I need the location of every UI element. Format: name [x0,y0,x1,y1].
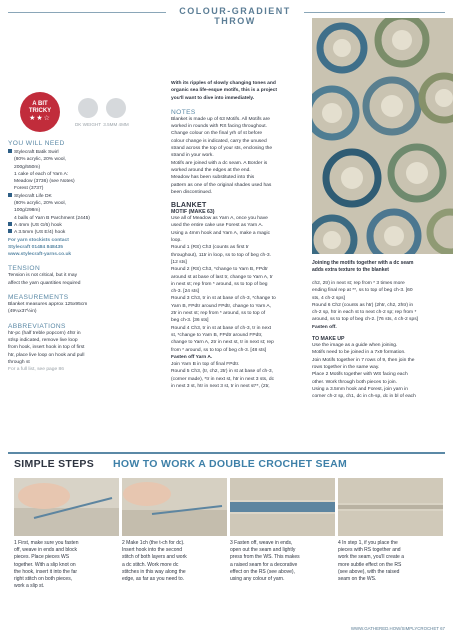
difficulty-badge-line2: TRICKY [28,108,52,114]
motif-line: 2tr in next st; rep from * around, ss to top of [171,311,266,317]
motif-line: Round 5 Ch3, (tr, ch2, 2tr) in st at base of ch-3, [171,369,273,375]
step-line: pieces. Place pieces WS [14,554,70,561]
stockist-link[interactable]: www.stylecraft-yarns.co.uk [8,252,72,258]
step-line: stitches in this way along the [122,568,186,575]
simple-steps-heading: SIMPLE STEPS [14,458,95,470]
motif-line: throughout), 11tr in loop, ss to top of beg ch-3. [171,252,271,258]
motif-line: around st at base of last tr, change to Yarn A, tr [171,274,273,280]
round-line: sts, 4 ch-2 sps] [312,295,345,301]
step-line: the hook, insert it into the far [14,568,78,575]
step-line: a raised seam for a decorative [230,561,298,568]
middle-column [171,80,307,390]
abbreviations-heading: ABBREVIATIONS [8,322,66,330]
bullet-square-icon [8,229,12,233]
abbreviations-line: htr-pc (half treble popcorn) 4htr in [8,330,81,336]
notes-line: colour change is indicated, carry the unused [171,138,267,144]
step-line: off, weave in ends and block [14,547,78,554]
step-3-photo [230,478,335,536]
materials-line: (80% acrylic, 20% wool, [14,157,66,163]
step-4-photo-art [338,478,443,536]
step-line: 3 Fasten off, weave in ends, [230,540,293,546]
abbreviations-line: st/sp indicated, remove live loop [8,337,78,343]
difficulty-stars: ★★☆ [29,115,51,122]
intro-line: organic sea life-esque motifs, this is a project [171,88,277,94]
step-line: Insert hook into the second [122,547,183,554]
step-1-photo-art [14,478,119,536]
step-2-photo-art [122,478,227,536]
motif-line: Join Yarn B in top of final FPdtr. [171,362,240,368]
motif-line: Fasten off Yarn A. [171,354,213,360]
materials-list [8,149,158,237]
motif-line: st, *change to Yarn B, FPdtr around FPdtr, [171,332,263,338]
step-line: work the seam, you'll create a [338,554,404,561]
motif-line: (corner made), *tr in next st, htr in next 3 sts, dc [171,376,275,382]
step-line: more subtle effect on the RS [338,561,402,568]
notes-line: worked around the edges at the end. [171,167,251,173]
measurements-line: Blanket measures approx 125x95cm [8,302,88,308]
make-up-line: Using a 3.5mm hook and Forest, join yarn in [312,386,408,392]
photo-caption [312,260,448,274]
step-line: (see above), with the raised [338,568,400,575]
step-line: using any colour of yarn. [230,576,285,583]
abbreviations-line: through st [8,359,30,365]
notes-line: been discontinued. [171,189,213,195]
step-3-photo-art [230,478,335,536]
materials-line: A 4mm (US G/6) hook [14,222,62,228]
motif-line: [12 sts] [171,259,187,265]
blanket-photo [312,18,453,254]
notes-line: Motifs are joined with a dc seam. A Border is [171,160,268,166]
step-2-text [122,540,227,583]
header-rule-right [304,12,445,13]
motif-line: Round 4 Ch3, tr in st at base of ch-3, tr in next [171,325,272,331]
motif-line: in next st; rep from * around, ss to top of beg [171,281,268,287]
step-line: effect on the RS (see above), [230,568,295,575]
materials-line: 200g/550m) [14,164,41,170]
step-line: stitch of both layers and work [122,554,187,561]
motif-line: beg ch-3. [36 sts] [171,318,209,324]
bullet-square-icon [8,193,12,197]
header-rule-left [8,12,166,13]
step-line: 2 Make 1ch (the t-ch for dc). [122,540,185,546]
page-footer: WWW.GATHERED.HOW/SIMPLYCROCHET 67 [350,626,445,631]
make-up-line: Place 2 Motifs together with WS facing each [312,372,408,378]
make-up-line: corner ch-2 sp, ch1, dc in ch-sp, dc in bl of each [312,394,416,400]
make-up-heading: TO MAKE UP [312,336,345,343]
notes-line: strand in your work. [171,153,214,159]
difficulty-badge [20,92,60,132]
materials-line: 100g/298m) [14,208,41,214]
stockist-line: Stylecraft 01484 848435 [8,244,63,250]
step-1-photo [14,478,119,536]
left-column [8,140,158,373]
intro-line: you'll want to dive into immediately. [171,95,255,101]
make-up-line: rows together in the same way. [312,364,380,370]
step-line: a dc stitch. Work more dc [122,561,179,568]
step-line: seam on the WS. [338,576,377,583]
materials-line: A 3.5mm (US E/4) hook [14,230,66,236]
step-line: work a slip st. [14,583,45,590]
motif-line: Round 1 (RS) Ch3 (counts as first tr [171,245,249,251]
materials-line: Stylecraft Life DK [14,193,52,199]
step-1-text [14,540,119,590]
tension-heading: TENSION [8,265,41,273]
materials-line: 1 cake of each of Yarn A: [14,171,69,177]
measurements-heading: MEASUREMENTS [8,294,69,302]
motif-line: Round 2 (RS) Ch3, *change to Yarn B, FPdtr [171,267,268,273]
abbreviations-more-link[interactable]: For a full list, see page 86 [8,367,65,373]
step-line: edge, as far as you need to. [122,576,184,583]
you-will-need-heading: YOU WILL NEED [8,140,65,147]
round-line: around, ss to top of beg ch-2. [76 sts, 4 ch-2 sps] [312,317,419,323]
notes-line: worked in rounds with RS facing throughout. [171,124,267,130]
measurements-line: (49¼x37½in) [8,309,37,315]
stockist-info [8,237,158,259]
motif-line: change to Yarn A, 2tr in next st, tr in next st; rep [171,340,274,346]
yarn-weight-label: DK WEIGHT [74,122,102,127]
notes-line: strand across the top of your sts, enclosing the [171,146,273,152]
tension-line: affect the yarn quantities required [8,280,81,286]
round-line: Fasten off. [312,324,337,330]
materials-line: Stylecraft Batik Swirl [14,150,59,155]
notes-heading: NOTES [171,108,196,116]
intro [171,80,307,102]
simple-steps-subheading: HOW TO WORK A DOUBLE CROCHET SEAM [113,458,348,470]
make-up-line: Use the image as a guide when joining. [312,343,398,349]
hook-size-label: 3.5MM 4MM [103,122,129,127]
caption-line: adds extra texture to the blanket [312,267,389,273]
make-up-line: Motifs need to be joined in a 7x9 formation. [312,350,406,356]
make-up-line: other. Work through both pieces to join. [312,379,398,385]
notes-body [171,116,307,196]
stockist-line: For yarn stockists contact [8,237,69,243]
simple-steps-rule [8,452,445,454]
notes-line: Change colour on the final yrh of st before [171,131,263,137]
make-up-line: Join Motifs together in 7 rows of 9, then join the [312,357,415,363]
motif-line: ch-3. [24 sts] [171,289,199,295]
materials-line: Forest (3737) [14,186,44,192]
step-line: 1 First, make sure you fasten [14,540,79,546]
step-4-photo [338,478,443,536]
materials-line: (80% acrylic, 20% wool, [14,201,66,207]
step-line: together. With a slip knot on [14,561,76,568]
round-line: Round 6 Ch2 (counts as htr) (2htr, ch2, 2htr) in [312,302,414,308]
right-column [312,280,449,400]
step-line: open out the seam and lightly [230,547,296,554]
motif-line: from * around, ss to top of beg ch-3. [48 sts] [171,347,267,353]
motif-line: loop. [171,238,182,244]
notes-line: pattern as one of the original shades used has [171,182,272,188]
motif-instructions [171,215,307,390]
motif-line: Using a 4mm hook and Yarn A, make a magic [171,230,271,236]
page-title: COLOUR-GRADIENT THROW [179,6,291,26]
round-line: ending final rep at **, ss to top of beg ch-3. [60 [312,288,413,294]
difficulty-badge-line1: A BIT [32,101,48,107]
motif-heading: MOTIF (MAKE 63) [171,209,215,216]
materials-line: 4 balls of Yarn B Parchment (2445) [14,215,90,221]
blanket-heading: BLANKET [171,202,207,210]
caption-line: Joining the motifs together with a dc seam [312,260,414,266]
motif-line: Yarn B, FPdtr around FPdtr, change to Yarn A, [171,303,272,309]
motif-line: used the entire cake use Forest as Yarn A. [171,223,263,229]
motif-line: Round 3 Ch3, tr in st at base of ch-3, *change to [171,296,276,302]
notes-line: Blanket is made up of 63 Motifs. All Motifs are [171,116,270,122]
step-line: right stitch on both pieces, [14,576,73,583]
step-line: pieces with RS together and [338,547,401,554]
notes-line: Meadow has been substituted into this [171,175,255,181]
yarn-weight-icon [78,98,98,118]
blanket-photo-art [312,18,453,254]
tension-line: Tension is not critical, but it may [8,273,78,279]
hook-size-icon [106,98,126,118]
round-line: ch2, 2tr) in next st; rep from * 3 times more [312,281,405,286]
materials-line: Meadow (3736) (see Notes) [14,179,75,185]
abbreviations-line: htr, place live loop on hook and pull [8,352,85,358]
motif-line: Use all of Meadow as Yarn A, once you have [171,216,268,222]
step-2-photo [122,478,227,536]
round-line: ch-2 sp, htr in each st to next ch-2 sp; rep from * [312,310,417,316]
step-4-text [338,540,443,583]
bullet-square-icon [8,149,12,153]
step-3-text [230,540,335,583]
abbreviations-line: from hook, insert hook in top of first [8,345,85,351]
bullet-square-icon [8,222,12,226]
step-line: press from the WS. This makes [230,554,300,561]
intro-line: With its ripples of slowly changing tones and [171,81,276,86]
step-line: 4 In step 1, if you place the [338,540,398,546]
motif-line: in next 3 st, htr in next 3 st, tr in next st**, (2tr, [171,383,270,389]
